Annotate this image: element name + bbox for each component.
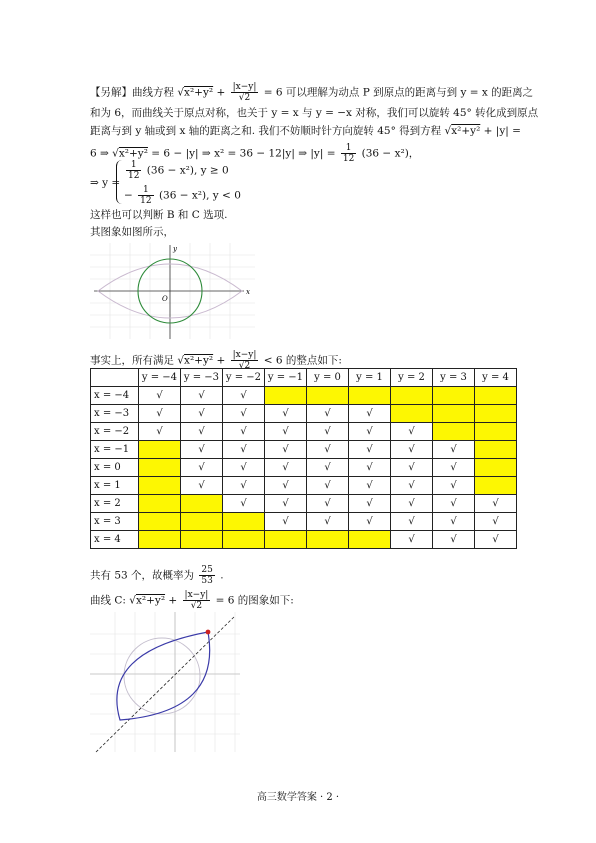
check-cell: √ <box>181 423 223 441</box>
highlight-cell <box>475 477 517 495</box>
check-cell: √ <box>181 387 223 405</box>
row-header: x = −3 <box>91 405 139 423</box>
fraction: $\frac{|x-y|}{√2}$ <box>184 590 209 611</box>
check-cell: √ <box>391 513 433 531</box>
highlight-cell <box>265 531 307 549</box>
highlight-cell <box>475 423 517 441</box>
check-cell: √ <box>349 495 391 513</box>
case-prefix: ⇒ y = <box>90 177 121 189</box>
check-cell: √ <box>391 477 433 495</box>
row-header: x = 3 <box>91 513 139 531</box>
tangent-point <box>206 630 211 635</box>
paragraph-line-5: 这样也可以判断 B 和 C 选项. <box>90 209 228 221</box>
row-header: x = −4 <box>91 387 139 405</box>
highlight-cell <box>139 459 181 477</box>
table-row <box>91 423 517 441</box>
highlight-cell <box>475 441 517 459</box>
highlight-cell <box>475 459 517 477</box>
highlight-cell <box>139 513 181 531</box>
highlight-cell <box>475 405 517 423</box>
check-cell: √ <box>307 441 349 459</box>
integer-points-table <box>90 368 517 549</box>
check-cell: √ <box>223 441 265 459</box>
table-row <box>91 459 517 477</box>
check-cell: √ <box>223 405 265 423</box>
check-cell: √ <box>265 459 307 477</box>
diagonal-line <box>96 616 235 752</box>
sqrt-expression: √x²+y² <box>444 125 481 137</box>
highlight-cell <box>139 495 181 513</box>
y-axis-label: y <box>173 245 177 253</box>
paragraph-line-6: 其图象如图所示， <box>90 226 174 238</box>
highlight-cell <box>475 387 517 405</box>
sqrt-expression: √x²+y² <box>112 147 148 160</box>
row-header: x = 2 <box>91 495 139 513</box>
table-row <box>91 531 517 549</box>
highlight-cell <box>181 495 223 513</box>
check-cell: √ <box>349 423 391 441</box>
curve-line: 曲线 C: √x²+y² + $\frac{|x-y|}{√2}$ = 6 的图象如下: <box>90 590 294 611</box>
highlight-cell <box>307 387 349 405</box>
row-header: x = 4 <box>91 531 139 549</box>
figure-lens-and-circle <box>90 243 260 343</box>
check-cell: √ <box>307 495 349 513</box>
check-cell: √ <box>433 477 475 495</box>
paragraph-line-4: 6 ⇒ √x²+y² = 6 − |y| ⇒ x² = 36 − 12|y| ⇒ |y| = $\frac{1}{12}$ (36 − x²)， <box>90 143 420 164</box>
x-axis-label: x <box>246 288 250 296</box>
table-row <box>91 405 517 423</box>
check-cell: √ <box>349 477 391 495</box>
paragraph-line-1: 【另解】曲线方程 √x²+y² + $\frac{|x-y|}{√2}$ = 6 可以理解为动点 P 到原点的距离与到 y = x 的距离之 <box>90 82 534 103</box>
highlight-cell <box>349 387 391 405</box>
fraction: $\frac{|x-y|}{√2}$ <box>232 82 257 103</box>
fraction: $\frac{|x-y|}{√2}$ <box>232 350 257 371</box>
check-cell: √ <box>181 459 223 477</box>
column-header: y = 2 <box>391 369 433 387</box>
check-cell: √ <box>139 387 181 405</box>
check-cell: √ <box>433 459 475 477</box>
table-row <box>91 387 517 405</box>
paragraph-line-2: 和为 6，而曲线关于原点对称，也关于 y = x 与 y = −x 对称，我们可以旋转 45° 转化成到原点 <box>90 107 539 119</box>
column-header: y = −1 <box>265 369 307 387</box>
highlight-cell <box>223 513 265 531</box>
table-row <box>91 513 517 531</box>
table-header-row <box>91 369 517 387</box>
check-cell: √ <box>307 513 349 531</box>
origin-label: O <box>162 295 168 303</box>
fraction: $\frac{1}{12}$ <box>342 143 355 164</box>
fraction: $\frac{1}{12}$ <box>140 185 152 206</box>
check-cell: √ <box>223 387 265 405</box>
table-row <box>91 477 517 495</box>
check-cell: √ <box>223 477 265 495</box>
row-header: x = 0 <box>91 459 139 477</box>
check-cell: √ <box>433 531 475 549</box>
check-cell: √ <box>265 495 307 513</box>
highlight-cell <box>433 387 475 405</box>
check-cell: √ <box>139 405 181 423</box>
check-cell: √ <box>265 477 307 495</box>
highlight-cell <box>433 423 475 441</box>
row-header: x = 1 <box>91 477 139 495</box>
case-line-1: $\frac{1}{12}$ (36 − x²), y ≥ 0 <box>128 160 229 181</box>
check-cell: √ <box>307 459 349 477</box>
check-cell: √ <box>265 423 307 441</box>
check-cell: √ <box>475 495 517 513</box>
row-header: x = −1 <box>91 441 139 459</box>
highlight-cell <box>433 405 475 423</box>
column-header: y = 0 <box>307 369 349 387</box>
highlight-cell <box>181 531 223 549</box>
check-cell: √ <box>181 405 223 423</box>
column-header: y = 3 <box>433 369 475 387</box>
check-cell: √ <box>223 459 265 477</box>
highlight-cell <box>349 531 391 549</box>
check-cell: √ <box>307 477 349 495</box>
check-cell: √ <box>349 441 391 459</box>
sqrt-expression: √x²+y² <box>177 354 214 367</box>
page-footer: 高三数学答案 · 2 · <box>256 792 340 803</box>
highlight-cell <box>307 531 349 549</box>
check-cell: √ <box>265 441 307 459</box>
check-cell: √ <box>223 495 265 513</box>
check-cell: √ <box>475 513 517 531</box>
check-cell: √ <box>223 423 265 441</box>
row-header: x = −2 <box>91 423 139 441</box>
curve-c <box>117 632 210 720</box>
sqrt-expression: √x²+y² <box>129 594 166 607</box>
highlight-cell <box>139 441 181 459</box>
highlight-cell <box>181 513 223 531</box>
check-cell: √ <box>433 513 475 531</box>
paragraph-line-3: 距离与到 y 轴或到 x 轴的距离之和. 我们不妨顺时针方向旋转 45° 得到方程 √x²+y² + |y| = <box>90 125 521 137</box>
check-cell: √ <box>349 405 391 423</box>
check-cell: √ <box>433 441 475 459</box>
table-row <box>91 495 517 513</box>
check-cell: √ <box>391 531 433 549</box>
check-cell: √ <box>265 513 307 531</box>
check-cell: √ <box>349 459 391 477</box>
check-cell: √ <box>475 531 517 549</box>
check-cell: √ <box>181 477 223 495</box>
circle-curve <box>124 638 200 714</box>
figure-curve-c <box>90 612 250 757</box>
check-cell: √ <box>265 405 307 423</box>
check-cell: √ <box>139 423 181 441</box>
check-cell: √ <box>391 441 433 459</box>
check-cell: √ <box>391 495 433 513</box>
column-header: y = −2 <box>223 369 265 387</box>
count-line: 共有 53 个，故概率为 $\frac{25}{53}$ . <box>90 565 224 586</box>
highlight-cell <box>139 531 181 549</box>
table-row <box>91 441 517 459</box>
column-header: y = 1 <box>349 369 391 387</box>
highlight-cell <box>391 405 433 423</box>
check-cell: √ <box>181 441 223 459</box>
highlight-cell <box>265 387 307 405</box>
column-header: y = −3 <box>181 369 223 387</box>
table-intro: 事实上，所有满足 √x²+y² + $\frac{|x-y|}{√2}$ < 6 的整点如下: <box>90 350 342 371</box>
check-cell: √ <box>433 495 475 513</box>
sqrt-expression: √x²+y² <box>177 86 214 99</box>
check-cell: √ <box>307 423 349 441</box>
check-cell: √ <box>391 459 433 477</box>
column-header: y = 4 <box>475 369 517 387</box>
fraction: $\frac{25}{53}$ <box>201 565 213 586</box>
highlight-cell <box>391 387 433 405</box>
check-cell: √ <box>307 405 349 423</box>
column-header: y = −4 <box>139 369 181 387</box>
corner-cell <box>91 369 139 387</box>
check-cell: √ <box>391 423 433 441</box>
fraction: $\frac{1}{12}$ <box>128 160 140 181</box>
check-cell: √ <box>349 513 391 531</box>
highlight-cell <box>223 531 265 549</box>
case-line-2: − $\frac{1}{12}$ (36 − x²), y < 0 <box>124 185 241 206</box>
highlight-cell <box>139 477 181 495</box>
